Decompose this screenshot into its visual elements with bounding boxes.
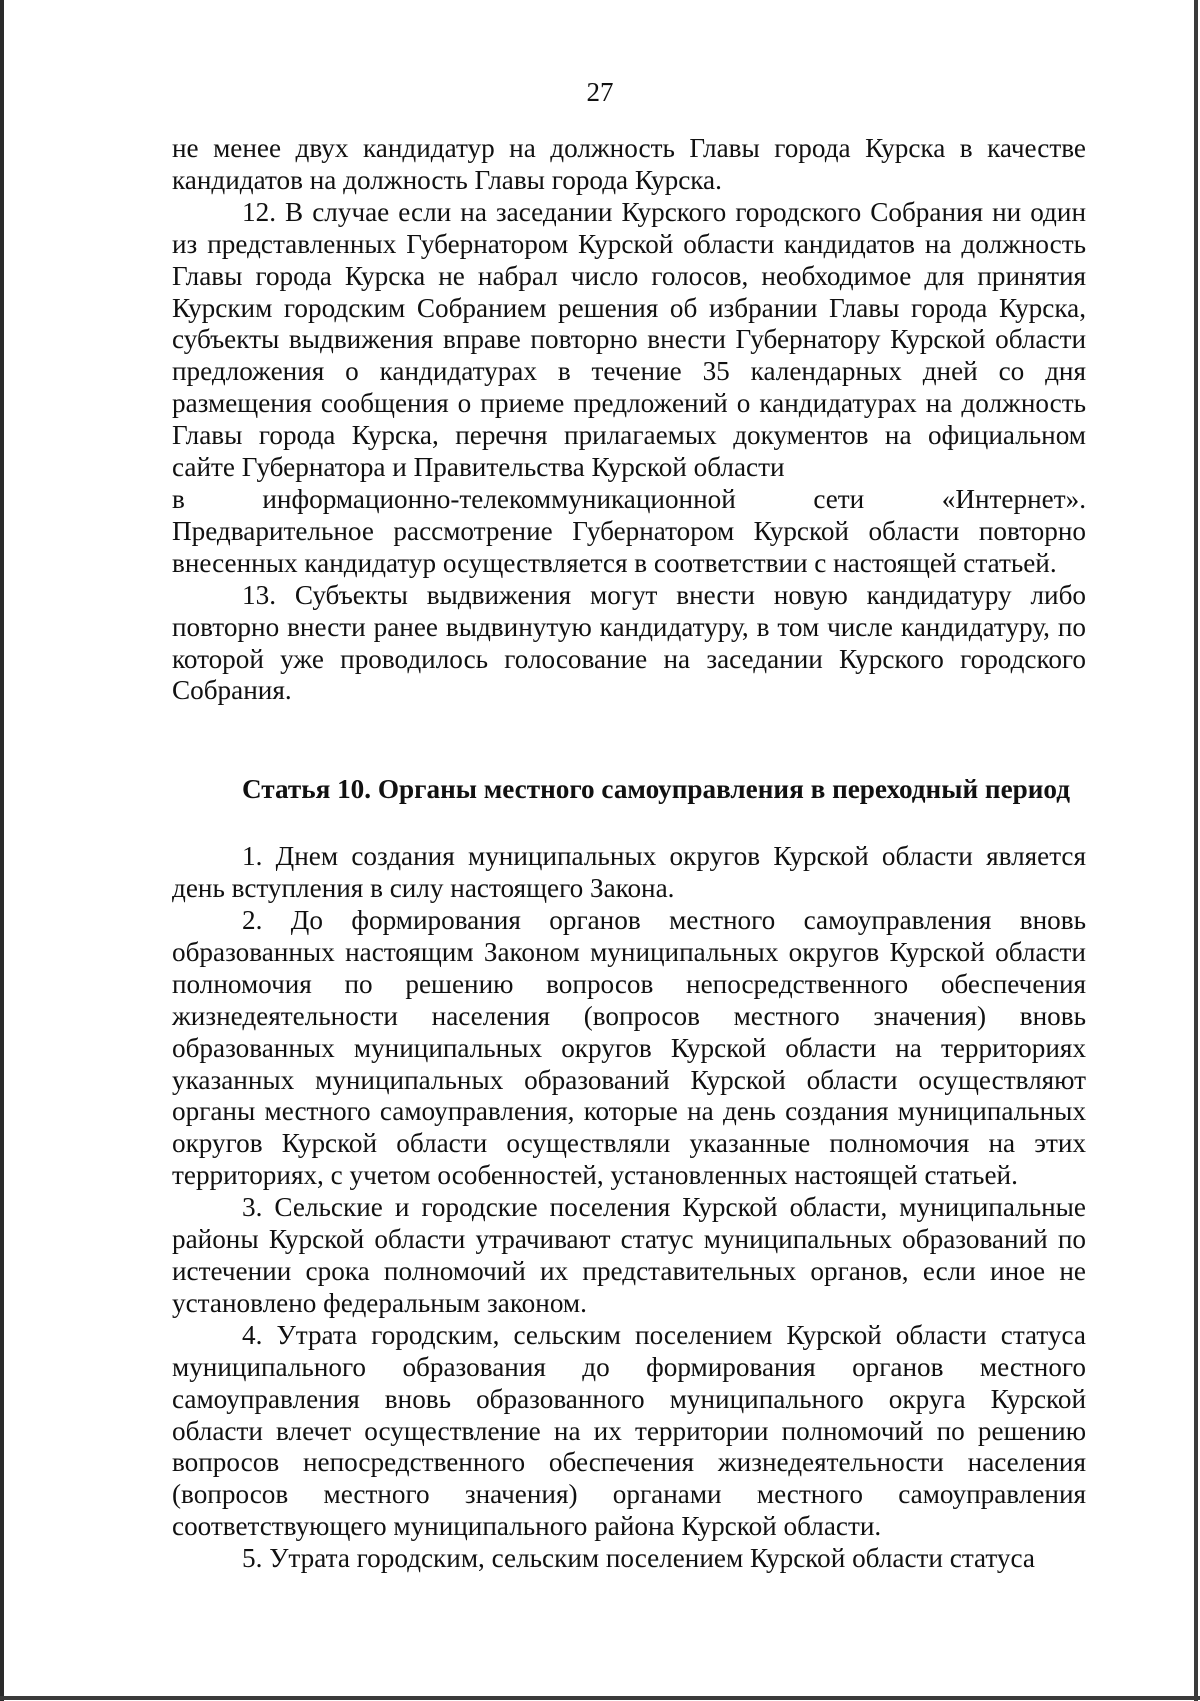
paragraph-item-12-continued: Предварительное рассмотрение Губернатором Курской области повторно внесенных кандидатур осуществляется в соответствии с настоящей статьей. bbox=[172, 515, 1086, 578]
article-paragraph-1: 1. Днем создания муниципальных округов Курской области является день вступления в силу настоящего Закона. bbox=[172, 841, 1086, 904]
scan-edge-left bbox=[0, 0, 4, 1701]
article-paragraph-4: 4. Утрата городским, сельским поселением Курской области статуса муниципального образования до формирования органов местного самоуправления вновь образованного муниципального округа Курской области влечет осуществление на их территории полномочий по решению вопросов непосредственного обеспечения жизнедеятельности населения (вопросов местного значения) органами местного самоуправления соответствующего муниципального района Курской области. bbox=[172, 1319, 1086, 1542]
scan-edge-right bbox=[1194, 0, 1198, 1701]
paragraph-item-12-internet-line: в информационно-телекоммуникационной сети «Интернет». bbox=[172, 483, 1086, 514]
document-body bbox=[172, 133, 1086, 1575]
article-paragraph-3: 3. Сельские и городские поселения Курской области, муниципальные районы Курской области утрачивают статус муниципальных образований по истечении срока полномочий их представительных органов, если иное не установлено федеральным законом. bbox=[172, 1192, 1086, 1318]
paragraph-item-12: 12. В случае если на заседании Курского городского Собрания ни один из представленных Губернатором Курской области кандидатов на должность Главы города Курска не набрал число голосов, необходимое для принятия Курским городским Собранием решения об избрании Главы города Курска, субъекты выдвижения вправе повторно внести Губернатору Курской области предложения о кандидатурах в течение 35 календарных дней со дня размещения сообщения о приеме предложений о кандидатурах на должность Главы города Курска, перечня прилагаемых документов на официальном сайте Губернатора и Правительства Курской области bbox=[172, 196, 1086, 483]
article-heading: Статья 10. Органы местного самоуправления в переходный период bbox=[242, 774, 1070, 805]
paragraph-item-13: 13. Субъекты выдвижения могут внести новую кандидатуру либо повторно внести ранее выдвинутую кандидатуру, в том числе кандидатуру, по которой уже проводилось голосование на заседании Курского городского Собрания. bbox=[172, 579, 1086, 706]
article-paragraph-5: 5. Утрата городским, сельским поселением Курской области статуса bbox=[242, 1543, 1035, 1574]
scan-edge-bottom bbox=[0, 1696, 1200, 1700]
article-paragraph-2: 2. До формирования органов местного самоуправления вновь образованных настоящим Законом муниципальных округов Курской области полномочия по решению вопросов непосредственного обеспечения жизнедеятельности населения (вопросов местного значения) вновь образованных муниципальных округов Курской области на территориях указанных муниципальных образований Курской области осуществляют органы местного самоуправления, которые на день создания муниципальных округов Курской области осуществляли указанные полномочия на этих территориях, с учетом особенностей, установленных настоящей статьей. bbox=[172, 905, 1086, 1191]
paragraph-continuation: не менее двух кандидатур на должность Главы города Курска в качестве кандидатов на должность Главы города Курска. bbox=[172, 133, 1086, 195]
page-number: 27 bbox=[586, 77, 614, 107]
